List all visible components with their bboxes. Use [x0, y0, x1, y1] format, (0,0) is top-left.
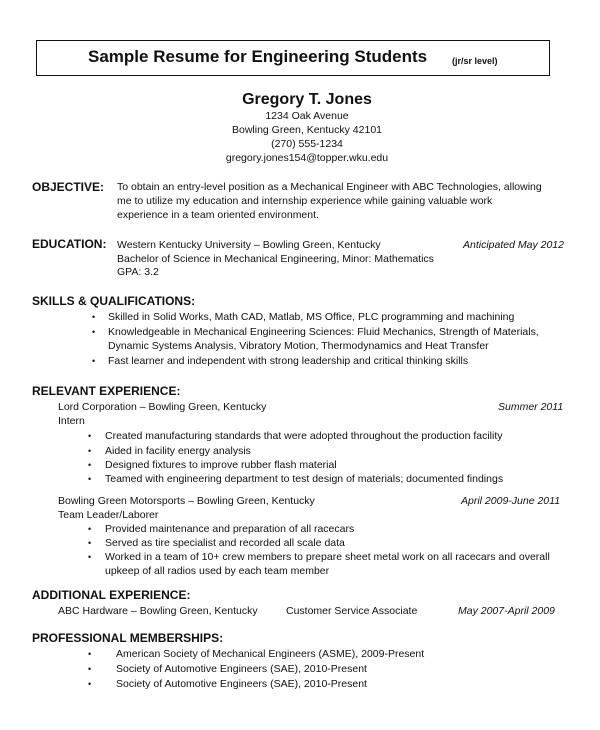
job-date: April 2009-June 2011: [461, 495, 561, 507]
job-duty: Served as tire specialist and recorded all scale data: [105, 537, 345, 549]
job-company: Bowling Green Motorsports – Bowling Green, Kentucky: [58, 495, 315, 507]
document-title: Sample Resume for Engineering Students: [88, 47, 428, 66]
job-role: Team Leader/Laborer: [58, 509, 159, 521]
objective-heading: OBJECTIVE:: [32, 180, 105, 194]
job-duty: Designed fixtures to improve rubber flash material: [105, 459, 337, 471]
skill-item-continued: Dynamic Systems Analysis, Vibratory Motion, Thermodynamics and Heat Transfer: [108, 340, 489, 352]
job-duty-continued: upkeep of all radios used by each team member: [105, 565, 330, 577]
job-date: Summer 2011: [498, 401, 564, 413]
job-role: Intern: [58, 415, 85, 427]
gpa: GPA: 3.2: [117, 266, 159, 278]
membership-item: American Society of Mechanical Engineers (ASME), 2009-Present: [116, 648, 425, 660]
candidate-name: Gregory T. Jones: [242, 91, 372, 108]
additional-date: May 2007-April 2009: [458, 605, 555, 617]
school-name: Western Kentucky University – Bowling Green, Kentucky: [117, 239, 381, 251]
bullet-icon: •: [88, 460, 92, 470]
education-date: Anticipated May 2012: [463, 239, 564, 251]
job-duty: Teamed with engineering department to test design of materials; documented findings: [105, 473, 504, 485]
education-heading: EDUCATION:: [32, 237, 107, 251]
additional-heading: ADDITIONAL EXPERIENCE:: [32, 588, 191, 602]
bullet-icon: •: [88, 474, 92, 484]
objective-line: me to utilize my education and internship experience while gaining valuable work: [117, 195, 493, 207]
bullet-icon: •: [92, 312, 96, 322]
email-address: gregory.jones154@topper.wku.edu: [225, 152, 389, 164]
bullet-icon: •: [88, 524, 92, 534]
additional-role: Customer Service Associate: [286, 605, 418, 617]
bullet-icon: •: [92, 327, 96, 337]
bullet-icon: •: [88, 552, 92, 562]
memberships-heading: PROFESSIONAL MEMBERSHIPS:: [32, 631, 224, 645]
objective-line: To obtain an entry-level position as a Mechanical Engineer with ABC Technologies, allowing: [117, 181, 542, 193]
city-state: Bowling Green, Kentucky 42101: [231, 124, 382, 136]
membership-item: Society of Automotive Engineers (SAE), 2010-Present: [116, 678, 367, 690]
phone-number: (270) 555-1234: [271, 138, 343, 150]
bullet-icon: •: [88, 649, 92, 659]
job-duty: Created manufacturing standards that were adopted throughout the production facility: [105, 430, 503, 442]
additional-company: ABC Hardware – Bowling Green, Kentucky: [58, 605, 258, 617]
skill-item: Fast learner and independent with strong leadership and critical thinking skills: [108, 355, 469, 367]
skills-heading: SKILLS & QUALIFICATIONS:: [32, 294, 196, 308]
bullet-icon: •: [88, 446, 92, 456]
street-address: 1234 Oak Avenue: [265, 110, 349, 122]
job-duty: Worked in a team of 10+ crew members to prepare sheet metal work on all racecars and overall: [105, 551, 550, 563]
bullet-icon: •: [92, 356, 96, 366]
bullet-icon: •: [88, 431, 92, 441]
skill-item: Skilled in Solid Works, Math CAD, Matlab, MS Office, PLC programming and machining: [108, 311, 515, 323]
skill-item: Knowledgeable in Mechanical Engineering Sciences: Fluid Mechanics, Strength of Materials,: [108, 326, 539, 338]
membership-item: Society of Automotive Engineers (SAE), 2010-Present: [116, 663, 367, 675]
bullet-icon: •: [88, 538, 92, 548]
job-duty: Provided maintenance and preparation of all racecars: [105, 523, 355, 535]
bullet-icon: •: [88, 664, 92, 674]
job-duty: Aided in facility energy analysis: [105, 445, 251, 457]
objective-line: experience in a team oriented environment.: [117, 209, 319, 221]
document-subtitle: (jr/sr level): [452, 56, 498, 66]
bullet-icon: •: [88, 679, 92, 689]
degree: Bachelor of Science in Mechanical Engineering, Minor: Mathematics: [117, 253, 434, 265]
experience-heading: RELEVANT EXPERIENCE:: [32, 384, 181, 398]
job-company: Lord Corporation – Bowling Green, Kentucky: [58, 401, 267, 413]
